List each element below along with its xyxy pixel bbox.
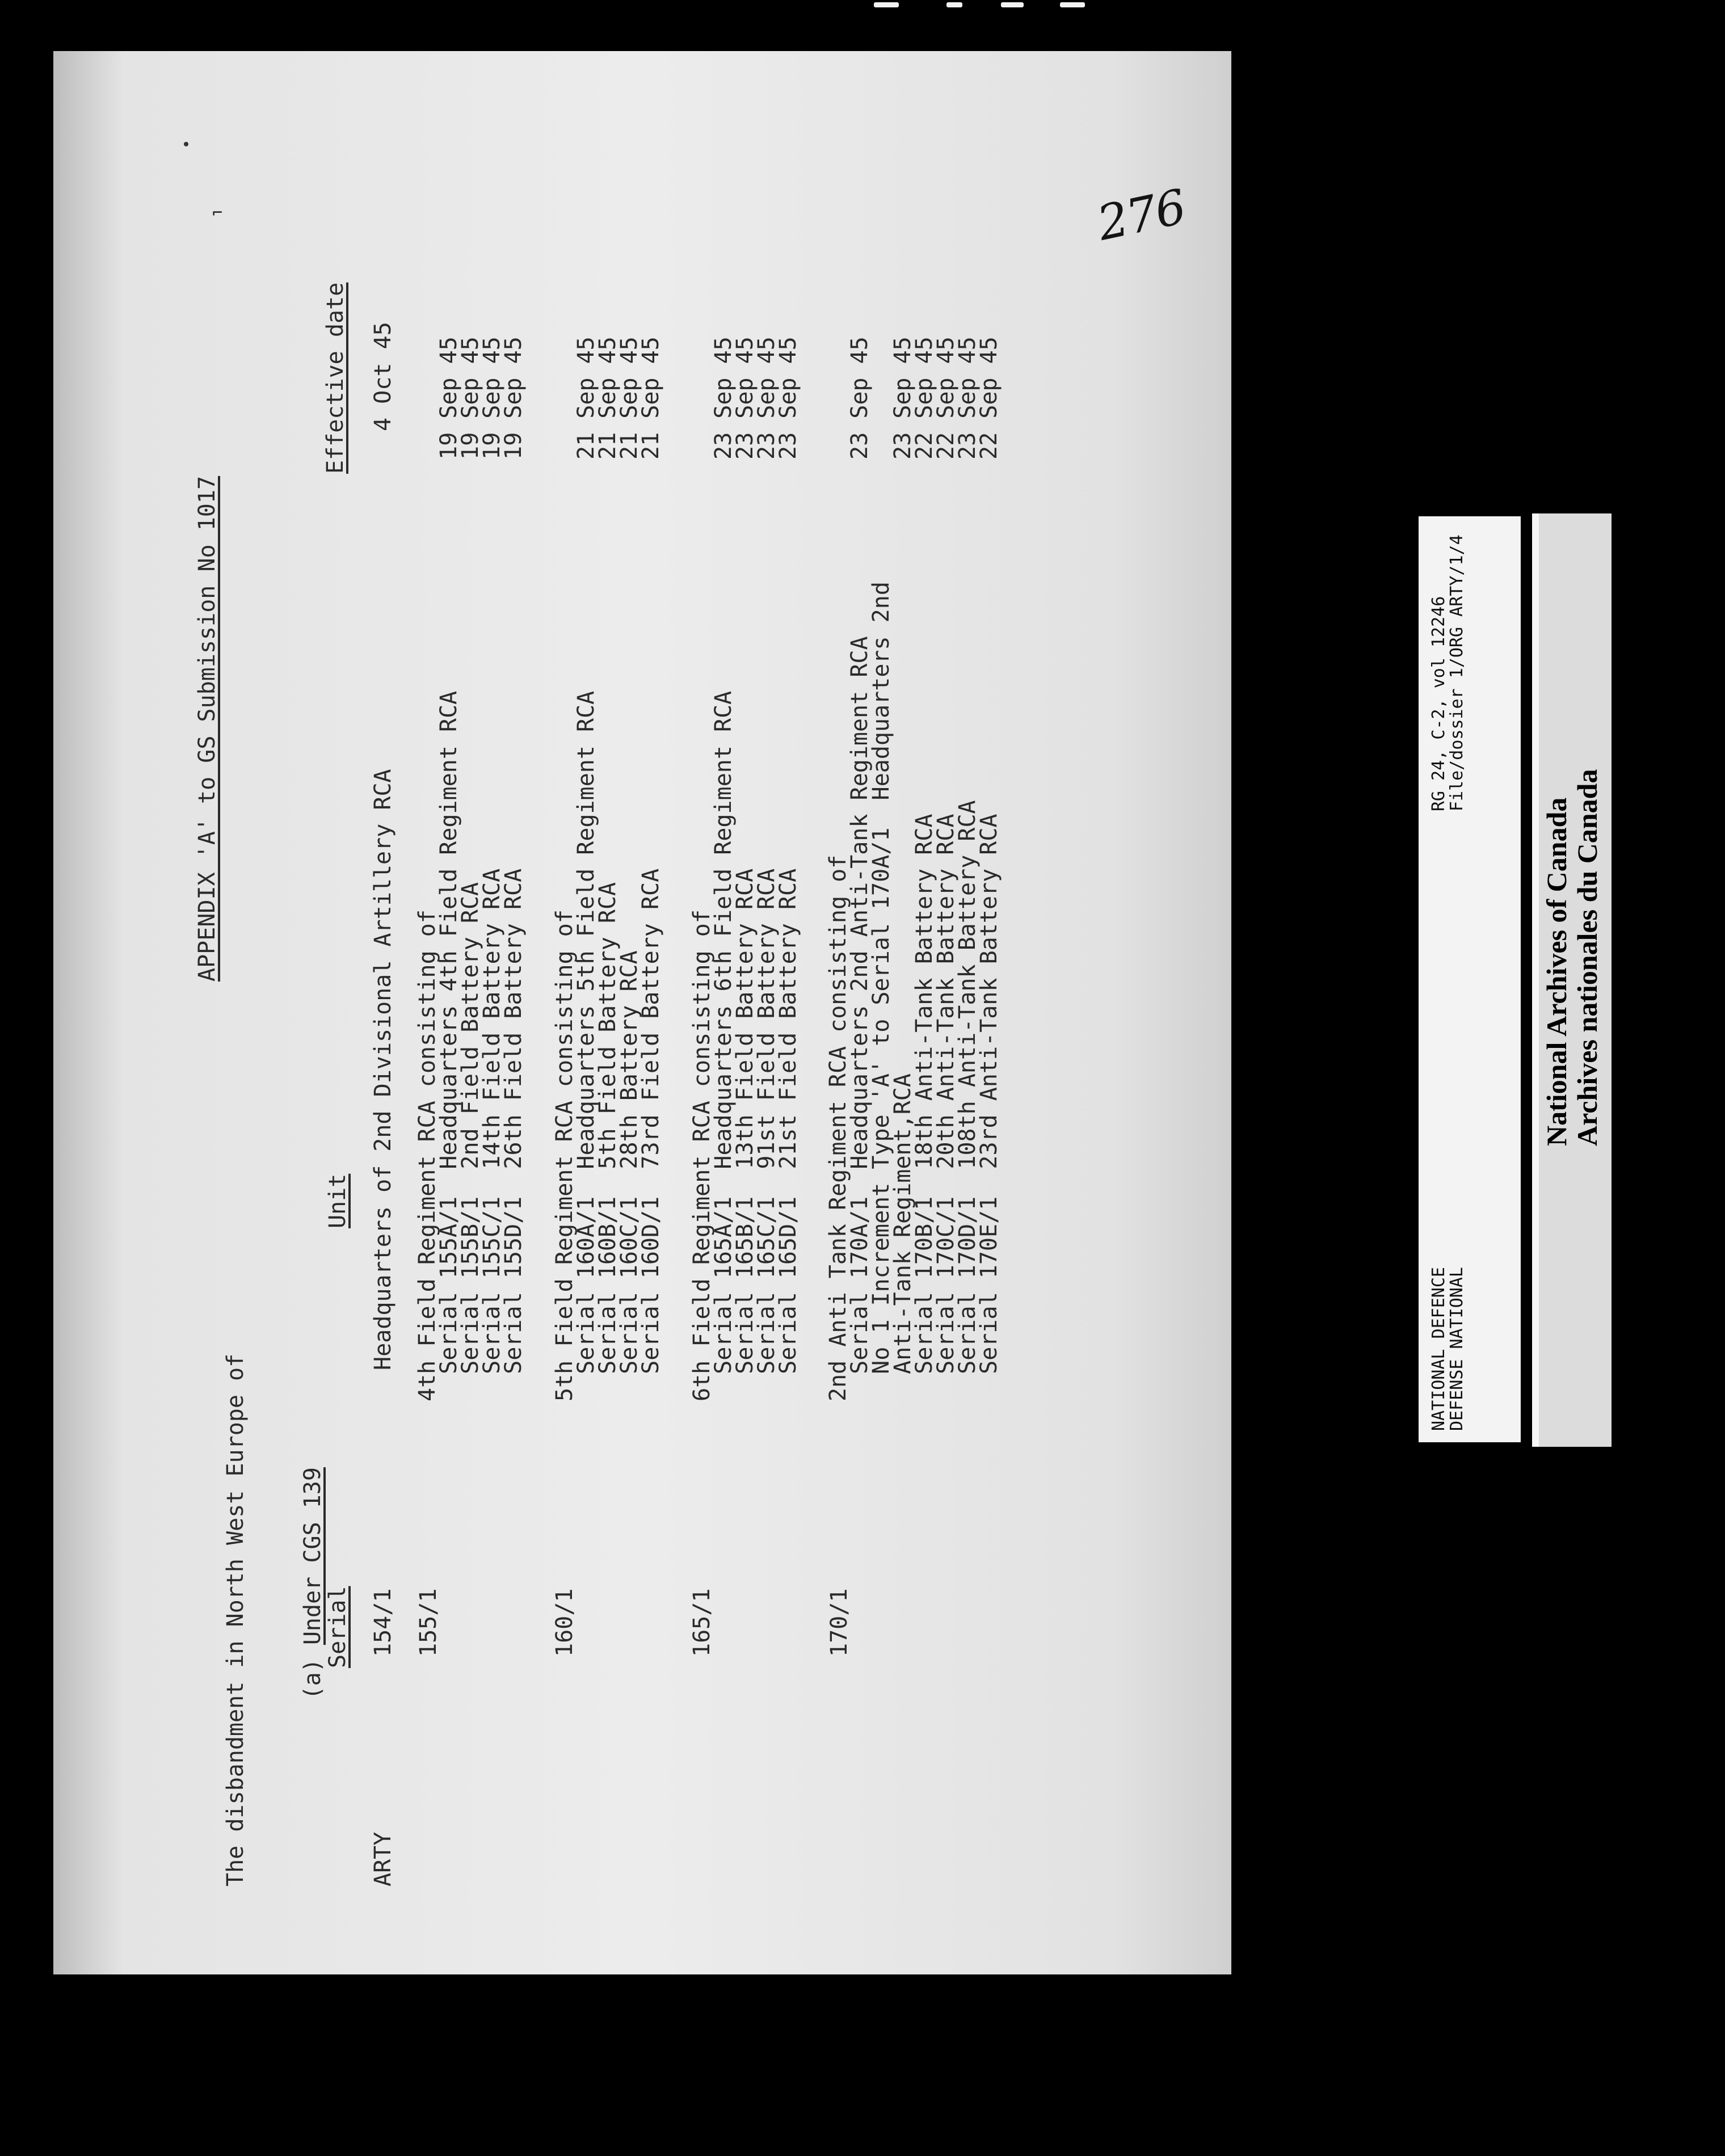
subheading: (a) Under CGS 139 <box>300 1467 326 1700</box>
effective-date: 21 Sep 45 <box>638 336 664 460</box>
unit-line: 5th Field Regiment RCA consisting of <box>552 909 578 1401</box>
unit-line: Serial 155B/1 2nd Field Battery RCA <box>457 882 483 1401</box>
file-reference-line: File/dossier 1/ORG ARTY/1/4 <box>1447 534 1467 811</box>
effective-date: 23 Sep 45 <box>710 336 737 460</box>
serial-column-header: Serial <box>325 1586 351 1668</box>
effective-date: 23 Sep 45 <box>732 336 758 460</box>
intro-text: The disbandment in North West Europe of <box>222 1353 249 1887</box>
archives-stamp-text <box>1532 513 1612 1447</box>
unit-line: Serial 170D/1 108th Anti-Tank Battery RCA <box>954 800 981 1401</box>
effective-date: 21 Sep 45 <box>616 336 642 460</box>
serial-number: 160/1 <box>552 1588 578 1657</box>
unit-line: Serial 165A/1 Headquarters 6th Field Regiment RCA <box>710 690 737 1401</box>
unit-line: 2nd Anti Tank Regiment RCA consisting of <box>825 854 851 1401</box>
unit-line: Headquarters of 2nd Divisional Artillery RCA <box>370 769 396 1370</box>
unit-line: Serial 155A/1 Headquarters 4th Field Regiment RCA <box>436 690 462 1401</box>
unit-line: Serial 170B/1 18th Anti-Tank Battery RCA <box>911 814 937 1401</box>
archive-reference-text <box>1419 516 1521 1442</box>
effective-date: 19 Sep 45 <box>436 336 462 460</box>
effective-date: 23 Sep 45 <box>890 336 916 460</box>
unit-line: No 1 Increment Type 'A' to Serial 170A/1 Headquarters 2nd <box>868 582 894 1401</box>
unit-line: Serial 170E/1 23rd Anti-Tank Battery RCA <box>976 814 1002 1401</box>
unit-line: Serial 155D/1 26th Field Battery RCA <box>500 868 527 1401</box>
effective-date: 23 Sep 45 <box>754 336 780 460</box>
effective-date: 22 Sep 45 <box>911 336 937 460</box>
archives-stamp <box>1532 513 1612 1447</box>
effective-date: 19 Sep 45 <box>500 336 527 460</box>
document-title: APPENDIX 'A' to GS Submission No 1017 <box>194 475 220 982</box>
typed-document-page <box>53 51 1231 1974</box>
unit-line: Serial 155C/1 14th Field Battery RCA <box>479 868 505 1401</box>
unit-line: Anti-Tank Regiment,RCA <box>890 1073 916 1401</box>
ink-dot <box>184 142 188 146</box>
serial-number: 165/1 <box>689 1588 715 1657</box>
unit-line: Serial 160D/1 73rd Field Battery RCA <box>638 868 664 1401</box>
serial-number: 155/1 <box>415 1588 441 1657</box>
effective-date: 23 Sep 45 <box>847 336 873 460</box>
record-group-line: RG 24, C-2, vol 12246 <box>1429 596 1449 811</box>
archives-name-fr: Archives nationales du Canada <box>1571 769 1603 1146</box>
archive-reference-label <box>1419 516 1521 1442</box>
effective-date: 23 Sep 45 <box>954 336 981 460</box>
unit-column-header: Unit <box>325 1173 351 1228</box>
effective-date: 21 Sep 45 <box>573 336 599 460</box>
department-line-en: NATIONAL DEFENCE <box>1429 1267 1449 1431</box>
effective-date: 22 Sep 45 <box>933 336 959 460</box>
effective-date: 21 Sep 45 <box>595 336 621 460</box>
unit-line: 6th Field Regiment RCA consisting of <box>689 909 715 1401</box>
unit-line: Serial 165B/1 13th Field Battery RCA <box>732 868 758 1401</box>
corner-mark: ⌐ <box>212 203 223 223</box>
department-line-fr: DEFENSE NATIONAL <box>1447 1267 1467 1431</box>
unit-line: Serial 170C/1 20th Anti-Tank Battery RCA <box>933 814 959 1401</box>
serial-number: 170/1 <box>826 1588 852 1657</box>
effective-date: 19 Sep 45 <box>457 336 483 460</box>
archives-name-en: National Archives of Canada <box>1541 797 1572 1146</box>
effective-date: 22 Sep 45 <box>976 336 1002 460</box>
unit-line: Serial 160C/1 28th Battery RCA <box>616 950 642 1401</box>
unit-line: 4th Field Regiment RCA consisting of <box>414 909 440 1401</box>
date-column-header: Effective date <box>322 282 348 474</box>
arm-label: ARTY <box>370 1831 396 1887</box>
unit-line: Serial 165C/1 91st Field Battery RCA <box>754 868 780 1401</box>
effective-date: 23 Sep 45 <box>775 336 801 460</box>
serial-number: 154/1 <box>370 1588 396 1657</box>
document-content <box>53 51 1231 1974</box>
effective-date: 19 Sep 45 <box>479 336 505 460</box>
unit-line: Serial 160A/1 Headquarters 5th Field Regiment RCA <box>573 690 599 1401</box>
unit-line: Serial 165D/1 21st Field Battery RCA <box>775 868 801 1401</box>
unit-line: Serial 160B/1 5th Field Battery RCA <box>595 882 621 1401</box>
unit-line: Serial 170A/1 Headquarters 2nd Anti-Tank Regiment RCA <box>847 636 873 1401</box>
handwritten-page-number: 276 <box>1092 179 1190 251</box>
effective-date: 4 Oct 45 <box>370 322 396 431</box>
